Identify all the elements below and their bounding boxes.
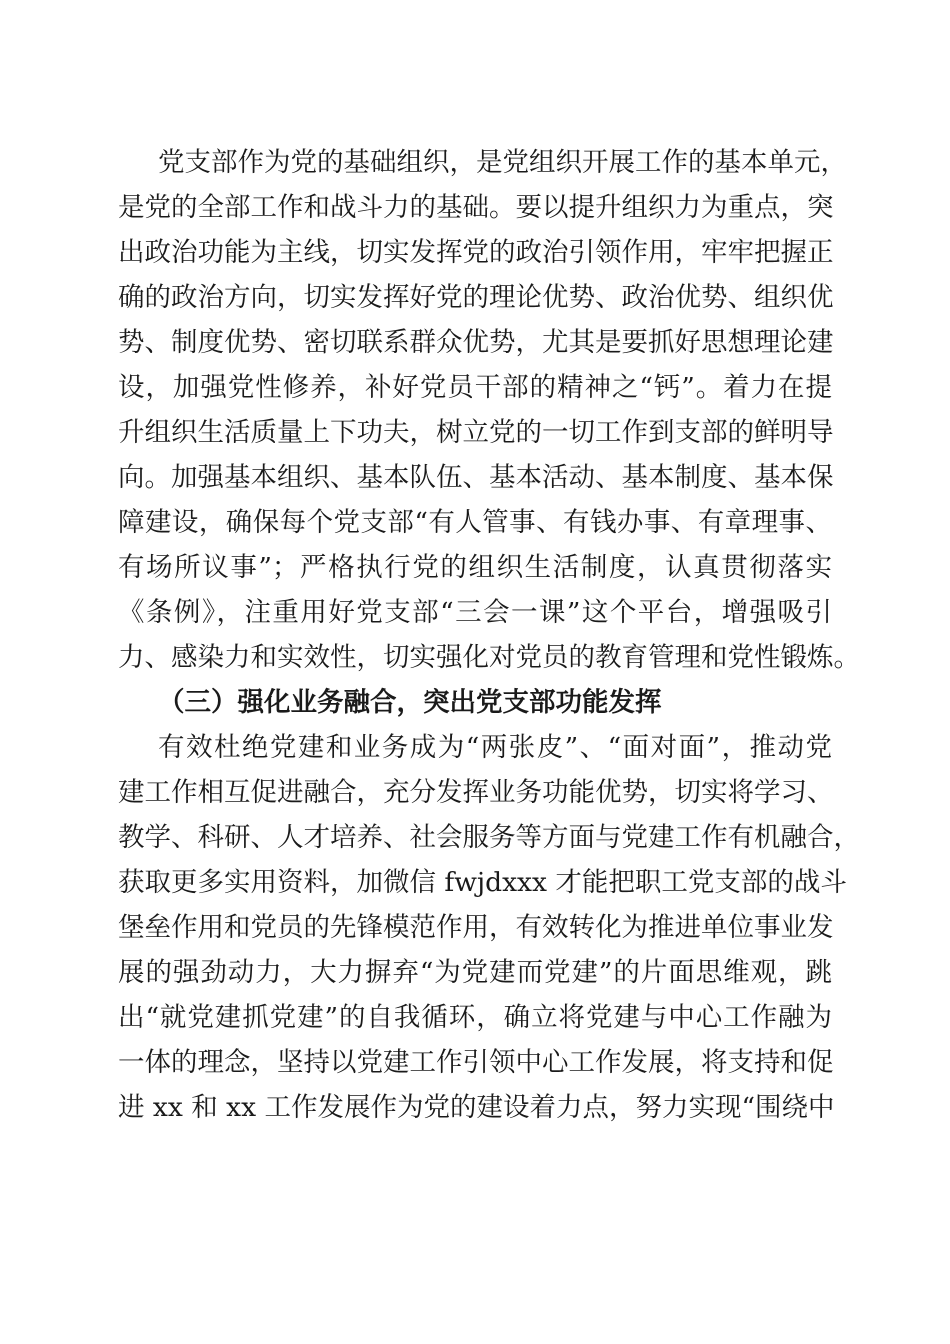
paragraph-1-line-6: 设，加强党性修养，补好党员干部的精神之“钙”。着力在提 bbox=[118, 372, 832, 403]
paragraph-1-line-12: 力、感染力和实效性，切实强化对党员的教育管理和党性锻炼。 bbox=[118, 642, 860, 673]
section-heading: （三）强化业务融合，突出党支部功能发挥 bbox=[158, 687, 662, 718]
paragraph-2-line-8: 一体的理念，坚持以党建工作引领中心工作发展，将支持和促 bbox=[118, 1047, 834, 1078]
paragraph-2-line-4: 获取更多实用资料，加微信 fwjdxxx 才能把职工党支部的战斗 bbox=[118, 867, 847, 898]
paragraph-2-line-6: 展的强劲动力，大力摒弃“为党建而党建”的片面思维观，跳 bbox=[118, 957, 832, 988]
paragraph-1-line-8: 向。加强基本组织、基本队伍、基本活动、基本制度、基本保 bbox=[118, 462, 834, 493]
paragraph-1-line-11: 《条例》，注重用好党支部“三会一课”这个平台，增强吸引 bbox=[118, 597, 832, 628]
paragraph-1-line-7: 升组织生活质量上下功夫，树立党的一切工作到支部的鲜明导 bbox=[118, 417, 834, 448]
paragraph-2-line-9: 进 xx 和 xx 工作发展作为党的建设着力点，努力实现“围绕中 bbox=[118, 1092, 835, 1123]
paragraph-2-line-2: 建工作相互促进融合，充分发挥业务功能优势，切实将学习、 bbox=[118, 777, 834, 808]
paragraph-2-line-5: 堡垒作用和党员的先锋模范作用，有效转化为推进单位事业发 bbox=[118, 912, 834, 943]
paragraph-2-line-3: 教学、科研、人才培养、社会服务等方面与党建工作有机融合， bbox=[118, 822, 860, 853]
paragraph-1-line-5: 势、制度优势、密切联系群众优势，尤其是要抓好思想理论建 bbox=[118, 327, 834, 358]
paragraph-1-line-9: 障建设，确保每个党支部“有人管事、有钱办事、有章理事、 bbox=[118, 507, 832, 538]
paragraph-1-line-4: 确的政治方向，切实发挥好党的理论优势、政治优势、组织优 bbox=[118, 282, 834, 313]
paragraph-2-line-7: 出“就党建抓党建”的自我循环，确立将党建与中心工作融为 bbox=[118, 1002, 832, 1033]
paragraph-2-line-1: 有效杜绝党建和业务成为“两张皮”、“面对面”，推动党 bbox=[158, 732, 832, 763]
paragraph-1-line-10: 有场所议事”；严格执行党的组织生活制度，认真贯彻落实 bbox=[118, 552, 832, 583]
paragraph-1-line-2: 是党的全部工作和战斗力的基础。要以提升组织力为重点，突 bbox=[118, 192, 834, 223]
paragraph-1-line-1: 党支部作为党的基础组织，是党组织开展工作的基本单元， bbox=[158, 147, 847, 178]
paragraph-1-line-3: 出政治功能为主线，切实发挥党的政治引领作用，牢牢把握正 bbox=[118, 237, 834, 268]
